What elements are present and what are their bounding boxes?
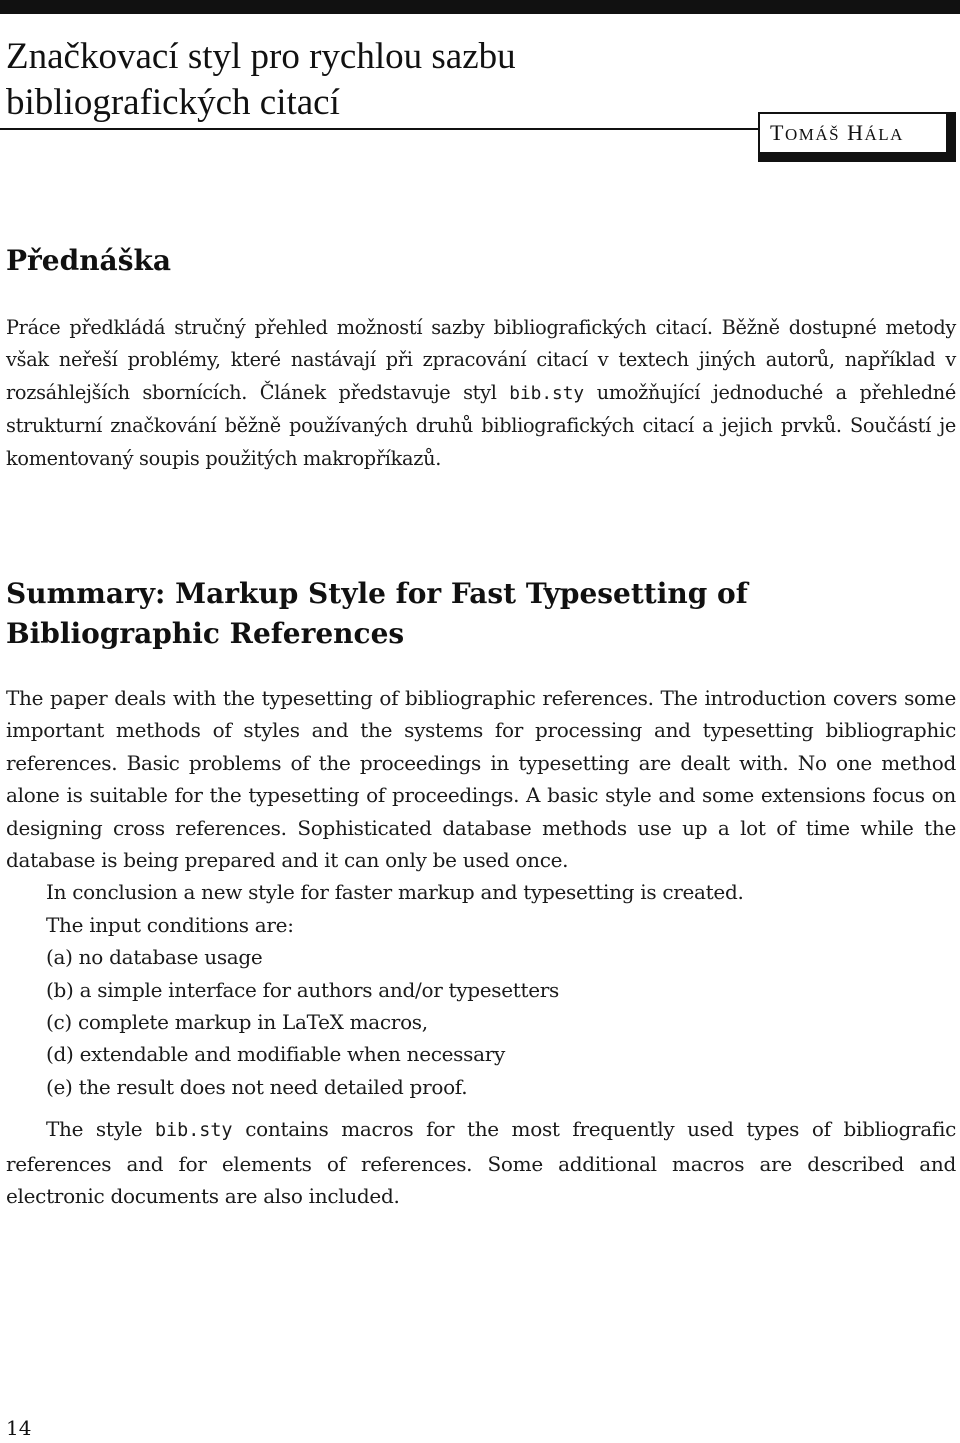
summary-paragraph-3: The input conditions are: [46, 912, 294, 937]
summary-paragraph-4: The style bib.sty contains macros for the most frequently used types of bibliografic references and for elements of references. Some additional macros are described and electronic documents are also included. [6, 1117, 957, 1209]
latex-logo: LaTeX [281, 1010, 344, 1035]
author-rule [0, 128, 760, 130]
top-rule [0, 0, 960, 14]
section-heading-summary: Summary: Markup Style for Fast Typesetting of Bibliographic References [6, 577, 748, 650]
page-number: 14 [6, 1416, 32, 1440]
title-line-1: Značkovací styl pro rychlou sazbu [6, 36, 516, 77]
list-item: (d) extendable and modifiable when necessary [46, 1042, 505, 1067]
code-bib-sty: bib.sty [509, 383, 585, 404]
list-item: (e) the result does not need detailed proof. [46, 1074, 468, 1099]
title-line-2: bibliografických citací [6, 82, 340, 123]
summary-paragraph-1: The paper deals with the typesetting of bibliographic references. The introduction covers some important methods of styles and the systems for processing and typesetting bibliographic references. Basic problems of the proceedings in typesetting are dealt with. No one method alone is suitable for the typesetting of proceedings. A basic style and some extensions focus on designing cross references. Sophisticated database methods use up a lot of time while the database is being prepared and it can only be used once. [6, 686, 956, 873]
list-item: (c) complete markup in LaTeX macros, [46, 1010, 428, 1035]
abstract-cz: Práce předkládá stručný přehled možností sazby bibliografických citací. Běžně dostupné metody však neřeší problémy, které nastávají při zpracování citací v textech jiných autorů, například v rozsáhlejších sbornících. Článek představuje styl bib.sty umožňující jednoduché a přehledné strukturní značkování běžně používaných druhů bibliografických citací a jejich prvků. Součástí je komentovaný soupis použitých makropříkazů. [6, 316, 956, 470]
section-heading-cz: Přednáška [6, 244, 172, 277]
author-name: TOMÁŠ HÁLA [770, 120, 904, 145]
list-item: (b) a simple interface for authors and/or typesetters [46, 977, 560, 1002]
conditions-list [6, 941, 956, 1103]
list-item: (a) no database usage [46, 945, 263, 970]
code-bib-sty-2: bib.sty [154, 1120, 233, 1142]
abstract-en [6, 682, 956, 1213]
article-title [6, 34, 516, 126]
summary-paragraph-2: In conclusion a new style for faster markup and typesetting is created. [46, 880, 744, 905]
